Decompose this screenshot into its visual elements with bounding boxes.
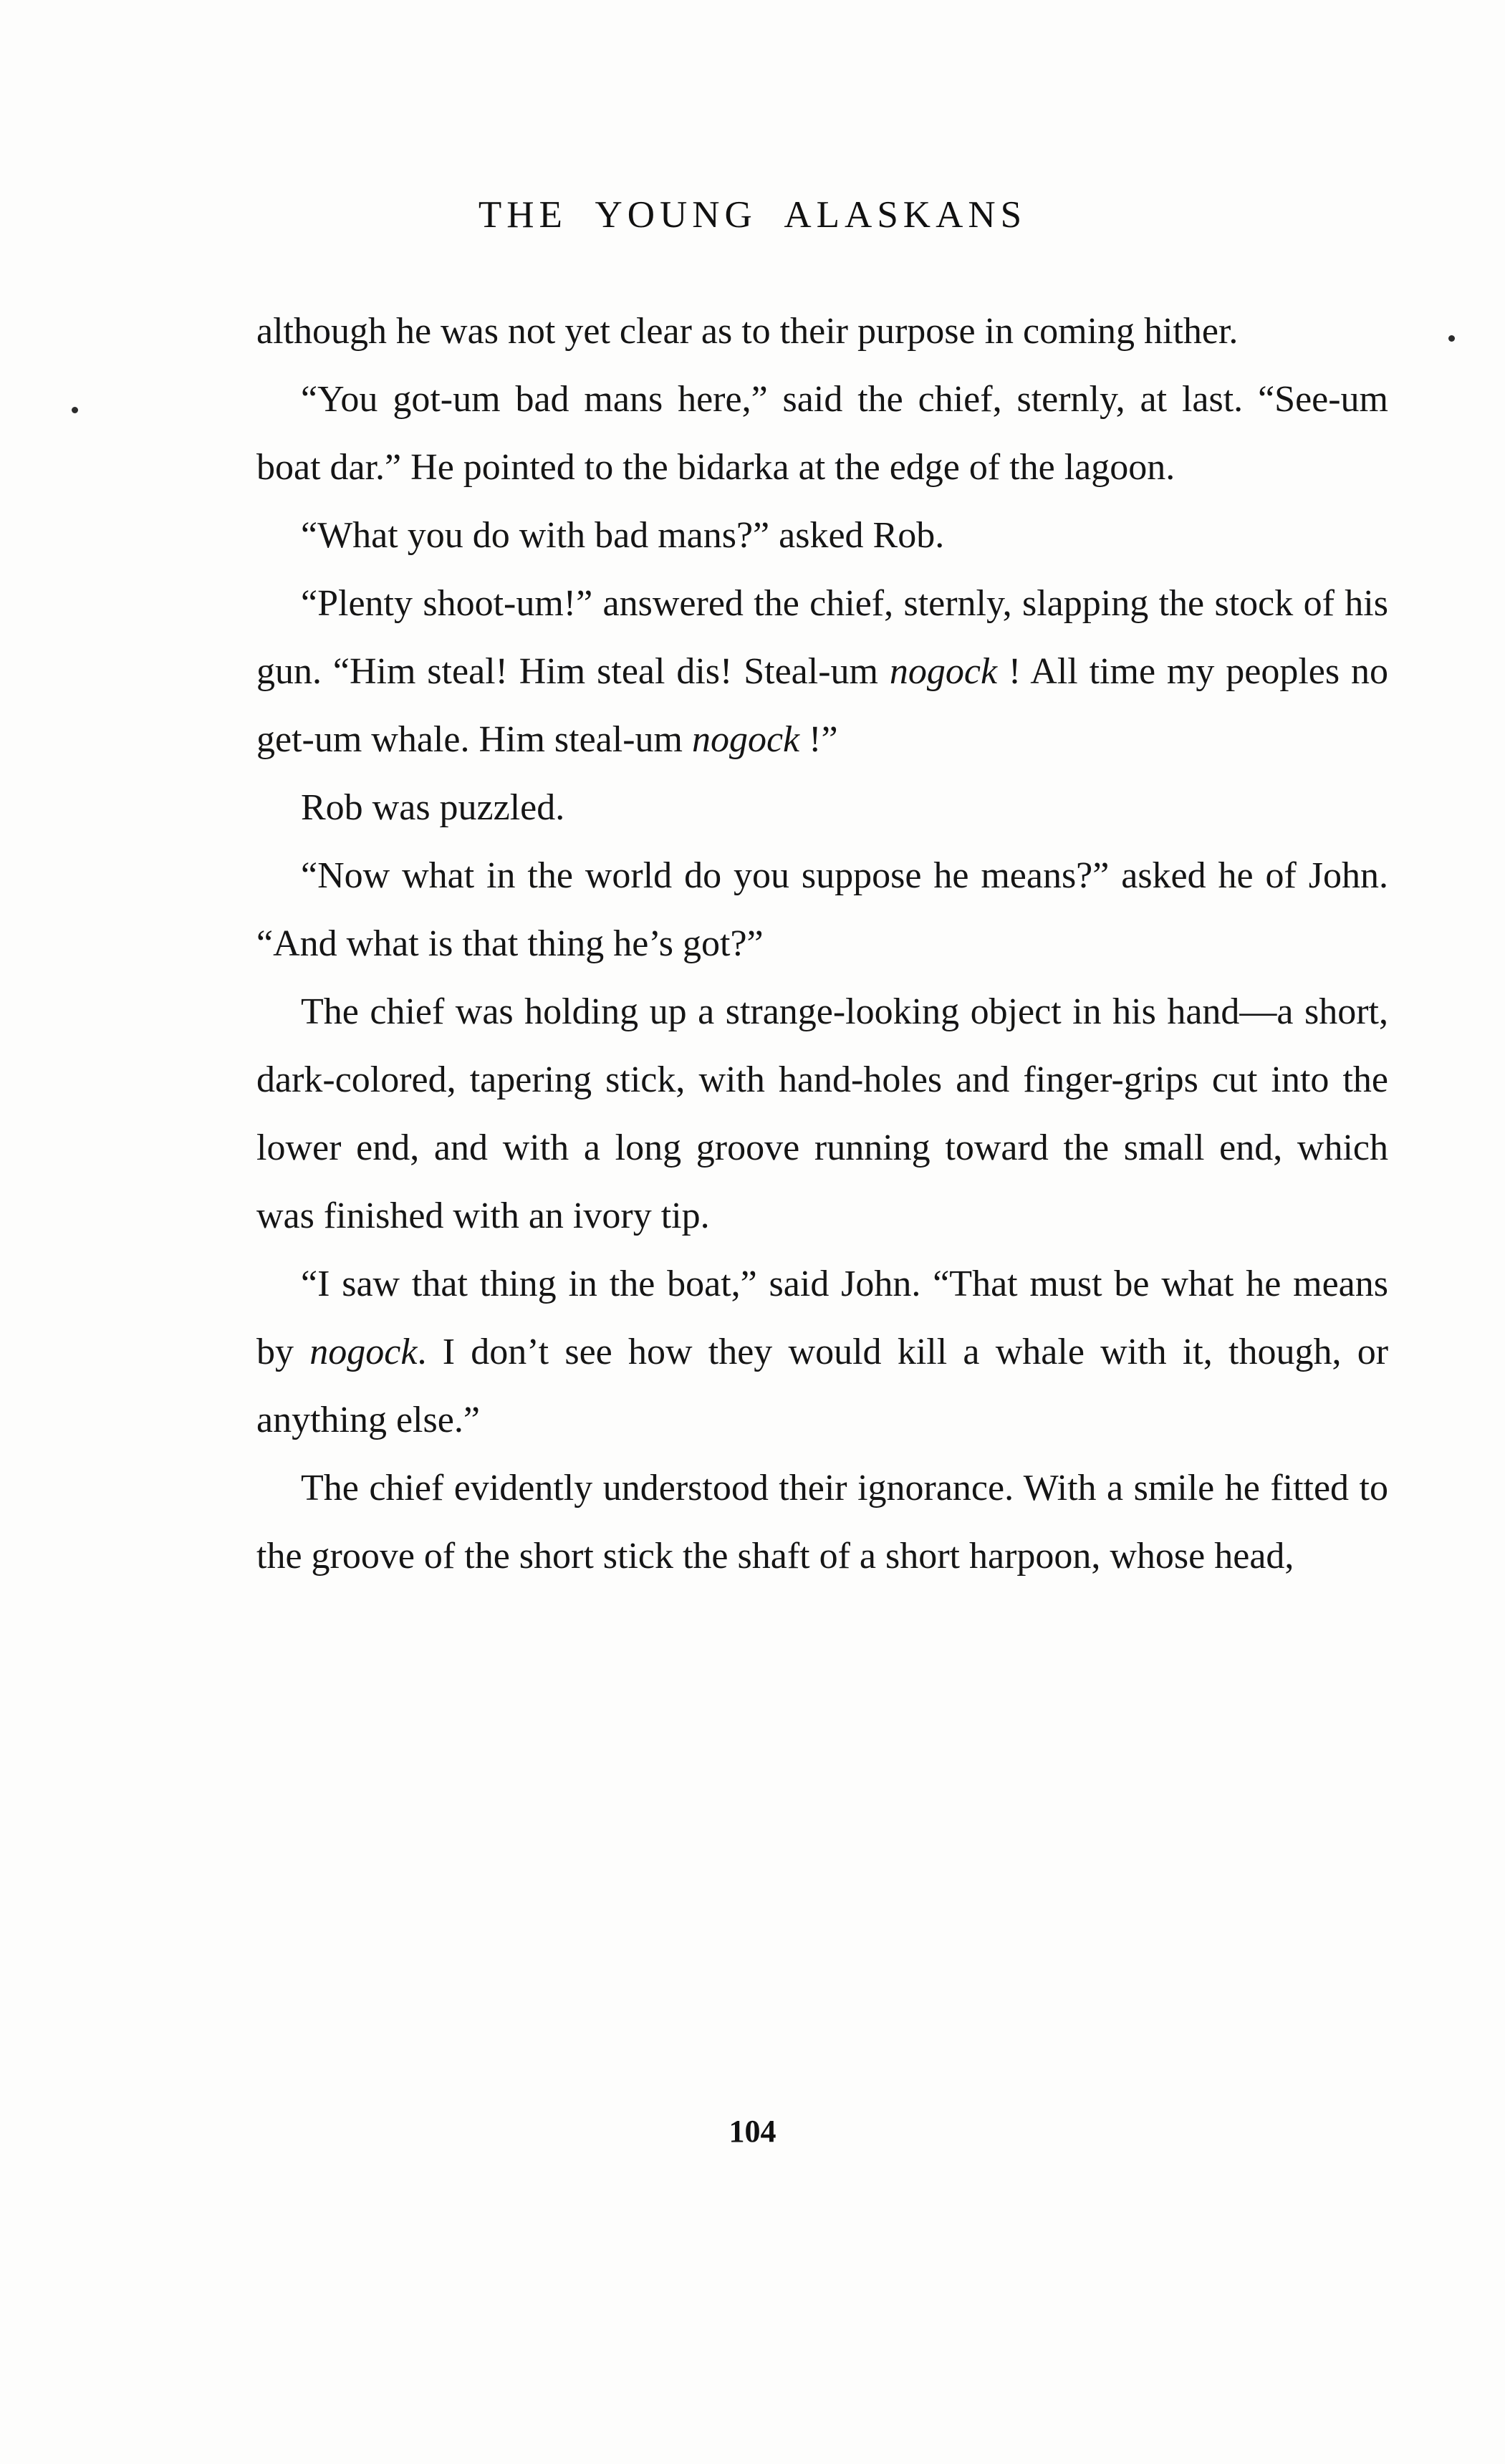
paragraph-2: “You got-um bad mans here,” said the chief, sternly, at last. “See-um boat dar.” He pointed to the bidarka at the edge of the lagoon. [256,379,1388,488]
text-run: “Plenty shoot-um!” answered the chief, sternly, slapping the stock of his gun. “Him steal! Him steal dis! Steal-um [256,583,1388,692]
text-run: “I saw that thing in the boat,” said John. “That must be what he means by [256,1264,1388,1372]
paragraph-7: The chief was holding up a strange-looking object in his hand—a short, dark-colored, tapering stick, with hand-holes and finger-grips cut into the lower end, and with a long groove running toward the small end, which was finished with an ivory tip. [256,991,1388,1236]
ink-speck-right [1448,335,1455,342]
text-run: . I don’t see how they would kill a whale with it, though, or anything else.” [256,1332,1389,1440]
italic-word: nogock [889,651,998,692]
ink-speck-left [72,407,78,413]
paragraph-6: “Now what in the world do you suppose he means?” asked he of John. “And what is that thing he’s got?” [256,855,1388,964]
text-run: ! All time my peoples no get-um whale. Him steal-um [256,651,1388,760]
paragraph-9: The chief evidently understood their ignorance. With a smile he fitted to the groove of the short stick the shaft of a short harpoon, whose head, [256,1468,1388,1577]
paragraph-4 [256,569,1388,774]
running-head: THE YOUNG ALASKANS [478,194,1027,236]
text-run: !” [799,719,838,760]
paragraph-5: Rob was puzzled. [301,787,565,828]
italic-word: nogock [691,719,800,760]
page-number: 104 [729,2114,776,2149]
body-text [256,297,1388,1590]
paragraph-3: “What you do with bad mans?” asked Rob. [301,515,945,556]
paragraph-8 [256,1250,1388,1454]
italic-word: nogock [309,1332,418,1372]
paragraph-1: although he was not yet clear as to their purpose in coming hither. [256,311,1239,352]
